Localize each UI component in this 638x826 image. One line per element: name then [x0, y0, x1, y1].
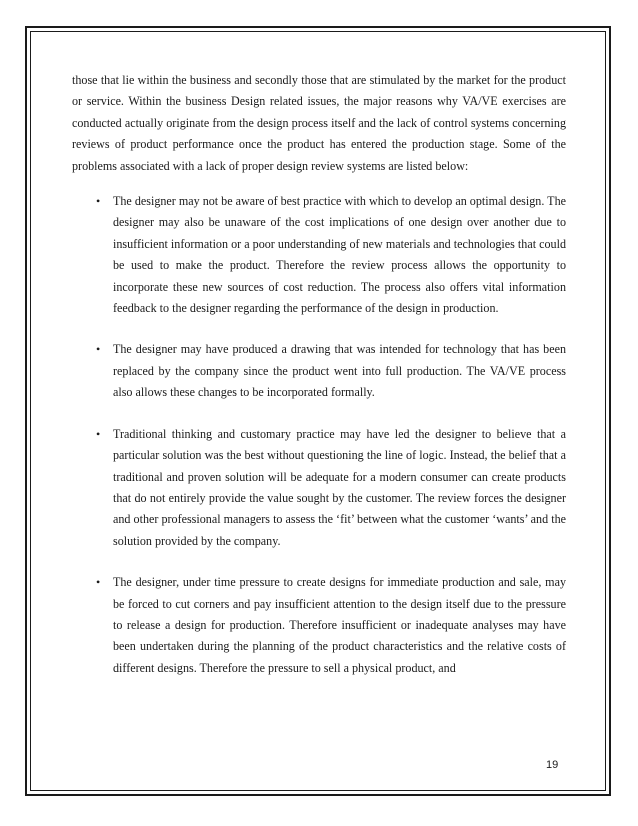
intro-paragraph: those that lie within the business and secondly those that are stimulated by the market for the product or service. Within the business Design related issues, the major reasons why VA/VE exercises are conducted actually originate from the design process itself and the lack of control systems concerning reviews of product performance once the product has entered the production stage. Some of the problems associated with a lack of proper design review systems are listed below: [72, 73, 566, 173]
bullet-icon: • [96, 426, 101, 441]
bullet-item [72, 572, 566, 679]
bullet-text: The designer, under time pressure to create designs for immediate production and sale, may be forced to cut corners and pay insufficient attention to the design itself due to the pressure to release a design for production. Therefore insufficient or inadequate analyses may have been undertaken during the planning of the product characteristics and the relative costs of different designs. Therefore the pressure to sell a physical product, and [113, 575, 566, 675]
bullet-list [72, 191, 566, 679]
bullet-text: Traditional thinking and customary practice may have led the designer to believe that a particular solution was the best without questioning the line of logic. Instead, the belief that a traditional and proven solution will be adequate for a modern consumer can create products that do not entirely provide the value sought by the customer. The review forces the designer and other professional managers to assess the ‘fit’ between what the customer ‘wants’ and the solution provided by the company. [113, 426, 566, 548]
bullet-icon: • [96, 575, 101, 590]
bullet-icon: • [96, 194, 101, 209]
bullet-item [72, 339, 566, 403]
bullet-item [72, 424, 566, 552]
bullet-icon: • [96, 342, 101, 357]
bullet-text: The designer may not be aware of best practice with which to develop an optimal design. The designer may also be unaware of the cost implications of one design over another due to insufficient information or a poor understanding of new materials and technologies that could be used to make the product. Therefore the review process allows the opportunity to incorporate these new sources of cost reduction. The process also offers vital information feedback to the designer regarding the performance of the design in production. [113, 194, 566, 316]
page-content [72, 70, 566, 699]
bullet-text: The designer may have produced a drawing that was intended for technology that has been replaced by the company since the product went into full production. The VA/VE process also allows these changes to be incorporated formally. [113, 342, 566, 400]
page-number: 19 [546, 759, 559, 771]
bullet-item [72, 191, 566, 319]
